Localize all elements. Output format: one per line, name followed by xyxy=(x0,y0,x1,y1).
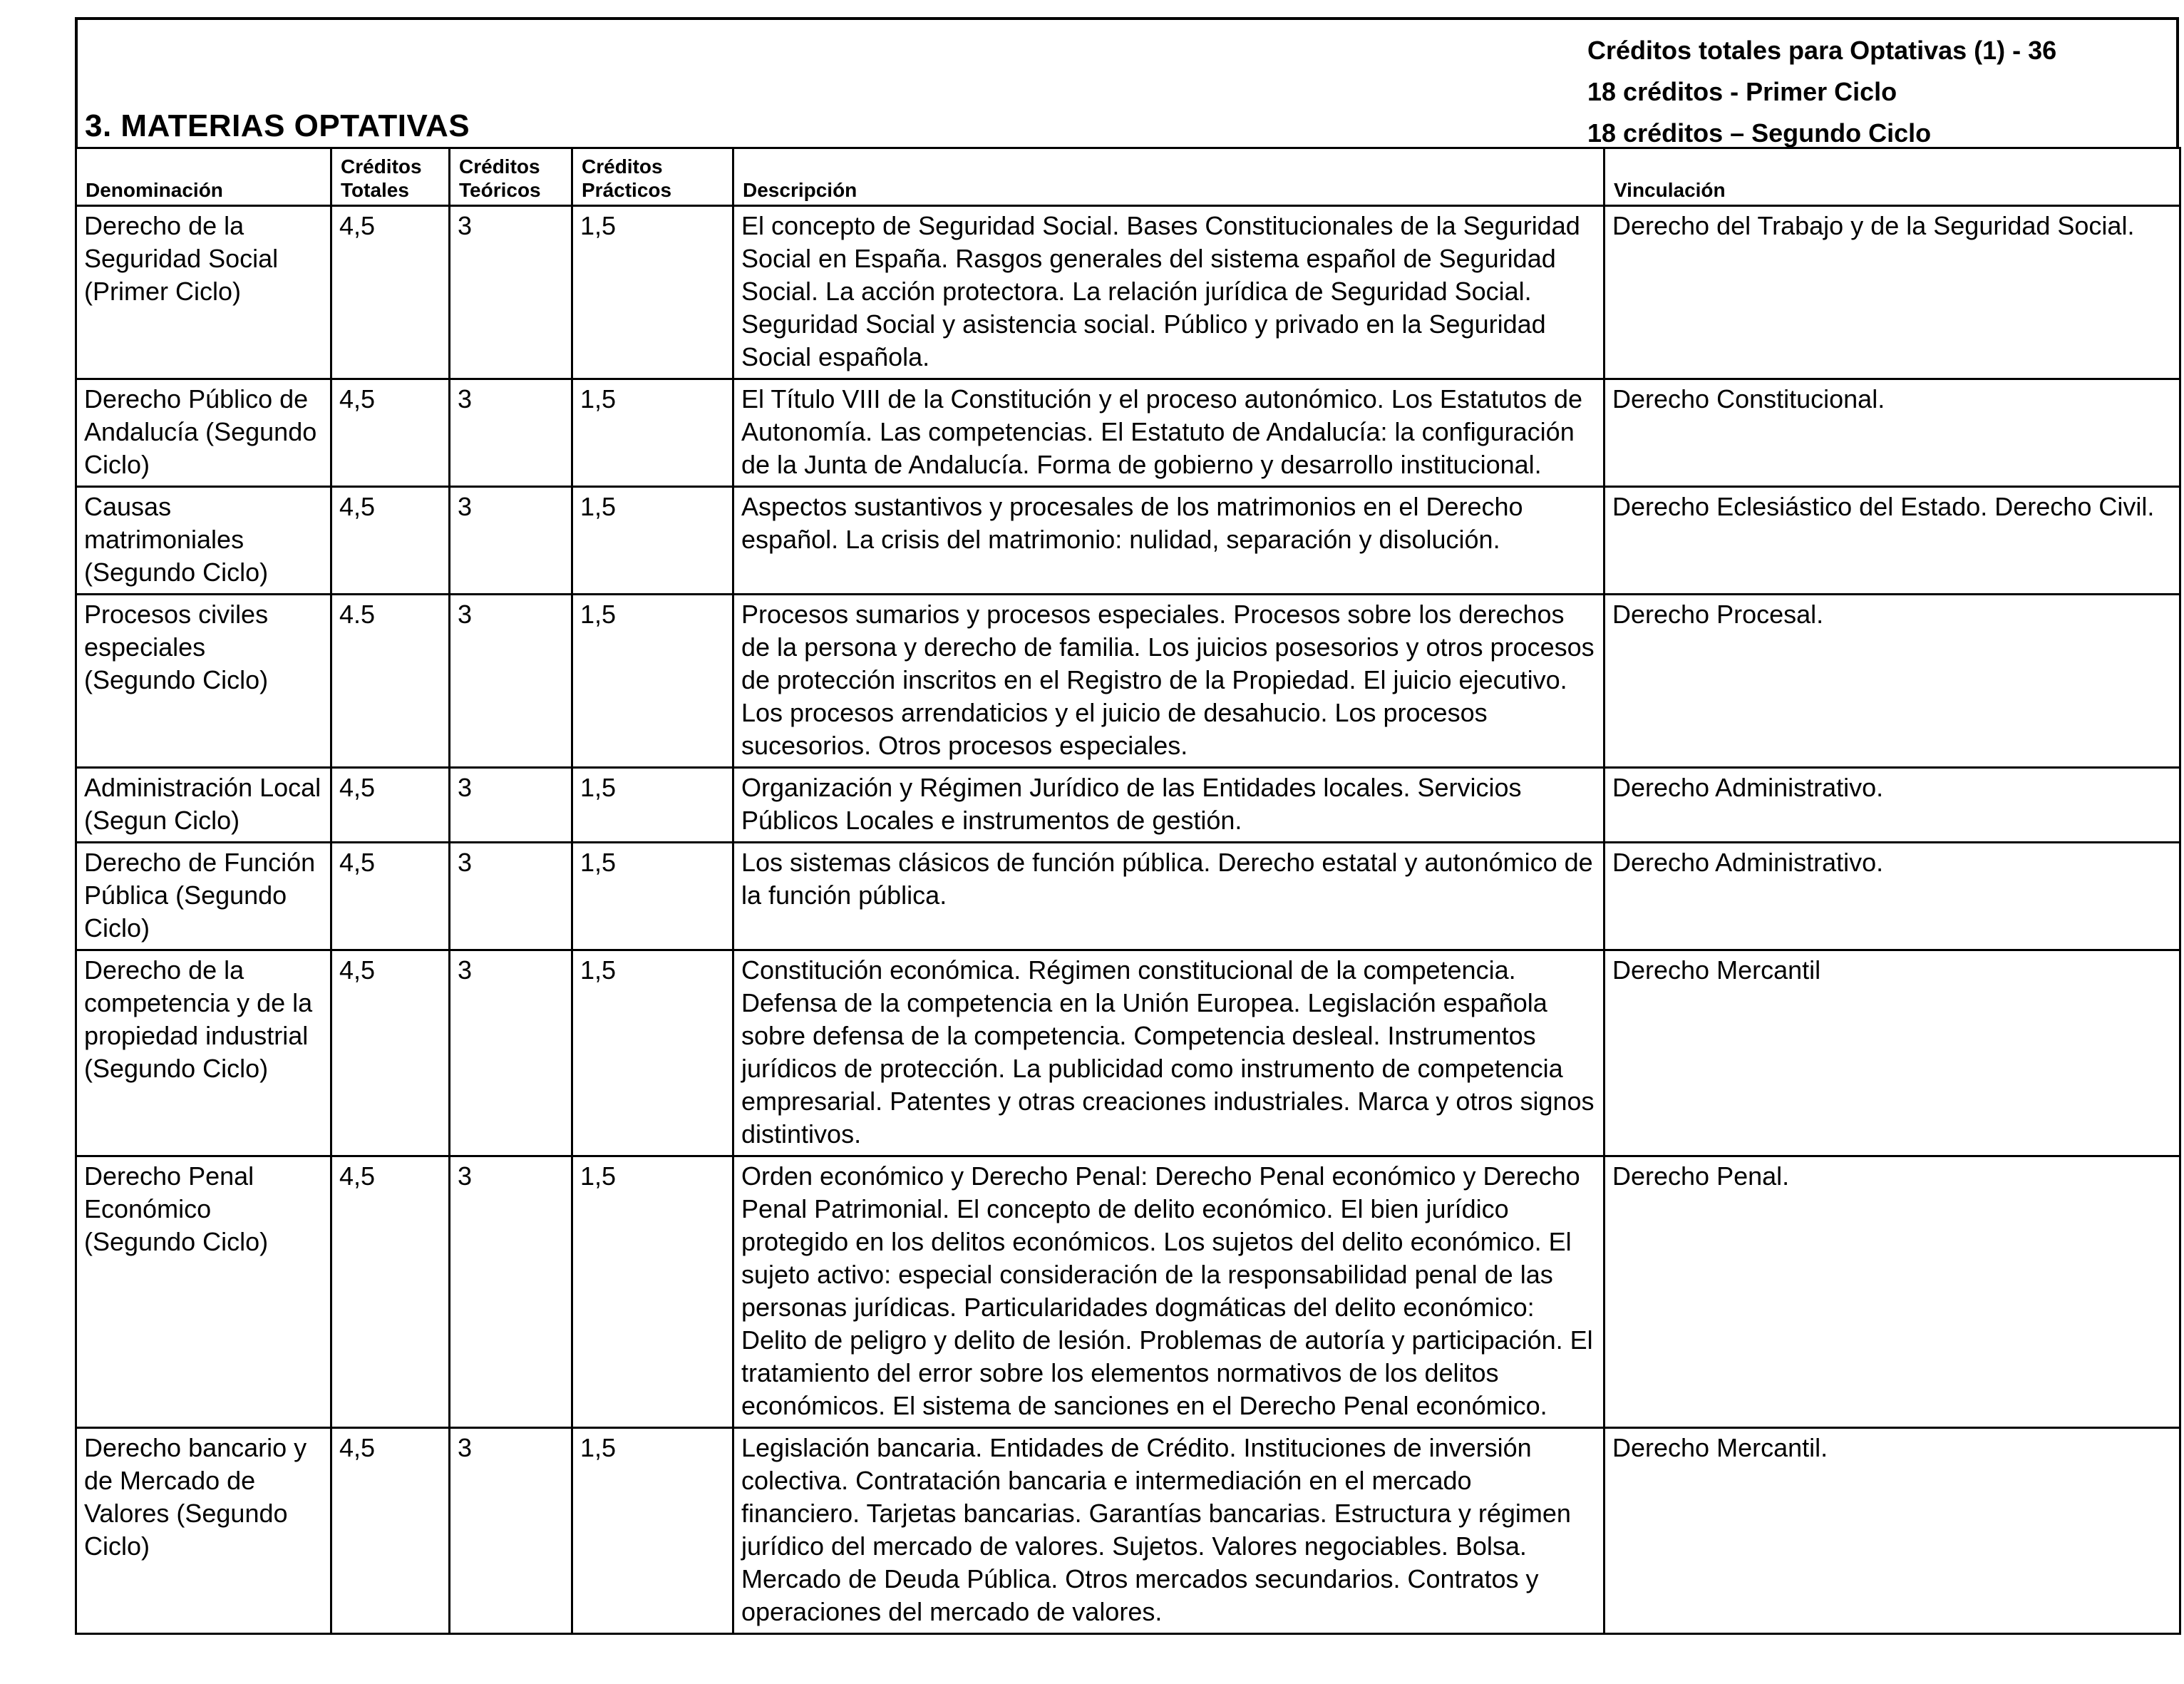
cell-creditos-practicos: 1,5 xyxy=(572,843,733,950)
header-descripcion: Descripción xyxy=(733,148,1604,206)
header-creditos-practicos: Créditos Prácticos xyxy=(572,148,733,206)
cell-vinculacion: Derecho del Trabajo y de la Seguridad Social. xyxy=(1604,206,2180,379)
cell-descripcion: Orden económico y Derecho Penal: Derecho Penal económico y Derecho Penal Patrimonial. El concepto de delito económico. El bien jurídico protegido en los delitos económicos. Los sujetos del delito económico. El sujeto activo: especial consideración de la responsabilidad penal de las personas jurídicas. Particularidades dogmáticas del delito económico: Delito de peligro y delito de lesión. Problemas de autoría y participación. El tratamiento del error sobre los elementos normativos de los delitos económicos. El sistema de sanciones en el Derecho Penal económico. xyxy=(733,1156,1604,1428)
cell-creditos-totales: 4,5 xyxy=(331,950,450,1156)
credits-total: Créditos totales para Optativas (1) - 36 xyxy=(1587,36,2057,65)
cell-vinculacion: Derecho Penal. xyxy=(1604,1156,2180,1428)
cell-creditos-teoricos: 3 xyxy=(450,843,572,950)
cell-creditos-teoricos: 3 xyxy=(450,768,572,843)
table-row xyxy=(76,768,2180,843)
cell-creditos-teoricos: 3 xyxy=(450,487,572,595)
cell-creditos-teoricos: 3 xyxy=(450,379,572,487)
cell-descripcion: Los sistemas clásicos de función pública. Derecho estatal y autonómico de la función pública. xyxy=(733,843,1604,950)
cell-vinculacion: Derecho Administrativo. xyxy=(1604,768,2180,843)
header-creditos-totales: Créditos Totales xyxy=(331,148,450,206)
header-creditos-teoricos: Créditos Teóricos xyxy=(450,148,572,206)
cell-descripcion: Legislación bancaria. Entidades de Crédito. Instituciones de inversión colectiva. Contratación bancaria e intermediación en el mercado financiero. Tarjetas bancarias. Garantías bancarias. Estructura y régimen jurídico del mercado de valores. Sujetos. Valores negociables. Bolsa. Mercado de Deuda Pública. Otros mercados secundarios. Contratos y operaciones del mercado de valores. xyxy=(733,1428,1604,1634)
cell-denominacion: Derecho bancario y de Mercado de Valores (Segundo Ciclo) xyxy=(76,1428,331,1634)
table-row xyxy=(76,843,2180,950)
cell-denominacion: Derecho de Función Pública (Segundo Ciclo) xyxy=(76,843,331,950)
cell-creditos-practicos: 1,5 xyxy=(572,1428,733,1634)
cell-creditos-totales: 4,5 xyxy=(331,206,450,379)
cell-vinculacion: Derecho Constitucional. xyxy=(1604,379,2180,487)
cell-vinculacion: Derecho Eclesiástico del Estado. Derecho Civil. xyxy=(1604,487,2180,595)
cell-denominacion: Derecho Público de Andalucía (Segundo Ciclo) xyxy=(76,379,331,487)
cell-creditos-practicos: 1,5 xyxy=(572,595,733,768)
header-denominacion: Denominación xyxy=(76,148,331,206)
cell-denominacion: Procesos civiles especiales (Segundo Ciclo) xyxy=(76,595,331,768)
cell-creditos-teoricos: 3 xyxy=(450,1156,572,1428)
optional-courses-table xyxy=(75,147,2181,1635)
cell-creditos-totales: 4,5 xyxy=(331,379,450,487)
cell-denominacion: Derecho de la Seguridad Social (Primer Ciclo) xyxy=(76,206,331,379)
cell-creditos-practicos: 1,5 xyxy=(572,206,733,379)
table-row xyxy=(76,1428,2180,1634)
header-vinculacion: Vinculación xyxy=(1604,148,2180,206)
table-row xyxy=(76,950,2180,1156)
cell-creditos-totales: 4.5 xyxy=(331,595,450,768)
cell-denominacion: Causas matrimoniales (Segundo Ciclo) xyxy=(76,487,331,595)
section-title: 3. MATERIAS OPTATIVAS xyxy=(85,108,470,143)
cell-creditos-practicos: 1,5 xyxy=(572,487,733,595)
cell-descripcion: El concepto de Seguridad Social. Bases Constitucionales de la Seguridad Social en España. Rasgos generales del sistema español de Seguridad Social. La acción protectora. La relación jurídica de Seguridad Social. Seguridad Social y asistencia social. Público y privado en la Seguridad Social española. xyxy=(733,206,1604,379)
credits-summary xyxy=(1587,30,2056,154)
cell-creditos-teoricos: 3 xyxy=(450,206,572,379)
table-row xyxy=(76,595,2180,768)
cell-descripcion: Constitución económica. Régimen constitucional de la competencia. Defensa de la competencia en la Unión Europea. Legislación española sobre defensa de la competencia. Competencia desleal. Instrumentos jurídicos de protección. La publicidad como instrumento de competencia empresarial. Patentes y otras creaciones industriales. Marca y otros signos distintivos. xyxy=(733,950,1604,1156)
table-row xyxy=(76,487,2180,595)
credits-second-cycle: 18 créditos – Segundo Ciclo xyxy=(1587,118,1932,148)
credits-first-cycle: 18 créditos - Primer Ciclo xyxy=(1587,77,1897,106)
cell-vinculacion: Derecho Administrativo. xyxy=(1604,843,2180,950)
cell-creditos-teoricos: 3 xyxy=(450,950,572,1156)
cell-denominacion: Derecho Penal Económico (Segundo Ciclo) xyxy=(76,1156,331,1428)
cell-creditos-practicos: 1,5 xyxy=(572,379,733,487)
table-row xyxy=(76,206,2180,379)
table-row xyxy=(76,379,2180,487)
cell-descripcion: Organización y Régimen Jurídico de las Entidades locales. Servicios Públicos Locales e instrumentos de gestión. xyxy=(733,768,1604,843)
cell-descripcion: Procesos sumarios y procesos especiales. Procesos sobre los derechos de la persona y derecho de familia. Los juicios posesorios y otros procesos de protección inscritos en el Registro de la Propiedad. El juicio ejecutivo. Los procesos arrendaticios y el juicio de desahucio. Los procesos sucesorios. Otros procesos especiales. xyxy=(733,595,1604,768)
cell-vinculacion: Derecho Mercantil xyxy=(1604,950,2180,1156)
cell-vinculacion: Derecho Mercantil. xyxy=(1604,1428,2180,1634)
section-header xyxy=(75,17,2179,147)
cell-creditos-totales: 4,5 xyxy=(331,843,450,950)
cell-creditos-totales: 4,5 xyxy=(331,487,450,595)
cell-denominacion: Administración Local (Segun Ciclo) xyxy=(76,768,331,843)
cell-creditos-practicos: 1,5 xyxy=(572,768,733,843)
cell-creditos-totales: 4,5 xyxy=(331,768,450,843)
cell-descripcion: Aspectos sustantivos y procesales de los matrimonios en el Derecho español. La crisis del matrimonio: nulidad, separación y disolución. xyxy=(733,487,1604,595)
table-row xyxy=(76,1156,2180,1428)
cell-creditos-teoricos: 3 xyxy=(450,1428,572,1634)
table-header-row xyxy=(76,148,2180,206)
cell-vinculacion: Derecho Procesal. xyxy=(1604,595,2180,768)
cell-creditos-totales: 4,5 xyxy=(331,1156,450,1428)
cell-creditos-practicos: 1,5 xyxy=(572,950,733,1156)
cell-creditos-totales: 4,5 xyxy=(331,1428,450,1634)
cell-creditos-teoricos: 3 xyxy=(450,595,572,768)
cell-denominacion: Derecho de la competencia y de la propiedad industrial (Segundo Ciclo) xyxy=(76,950,331,1156)
document-page xyxy=(75,17,2179,1668)
cell-descripcion: El Título VIII de la Constitución y el proceso autonómico. Los Estatutos de Autonomía. Las competencias. El Estatuto de Andalucía: la configuración de la Junta de Andalucía. Forma de gobierno y desarrollo institucional. xyxy=(733,379,1604,487)
cell-creditos-practicos: 1,5 xyxy=(572,1156,733,1428)
